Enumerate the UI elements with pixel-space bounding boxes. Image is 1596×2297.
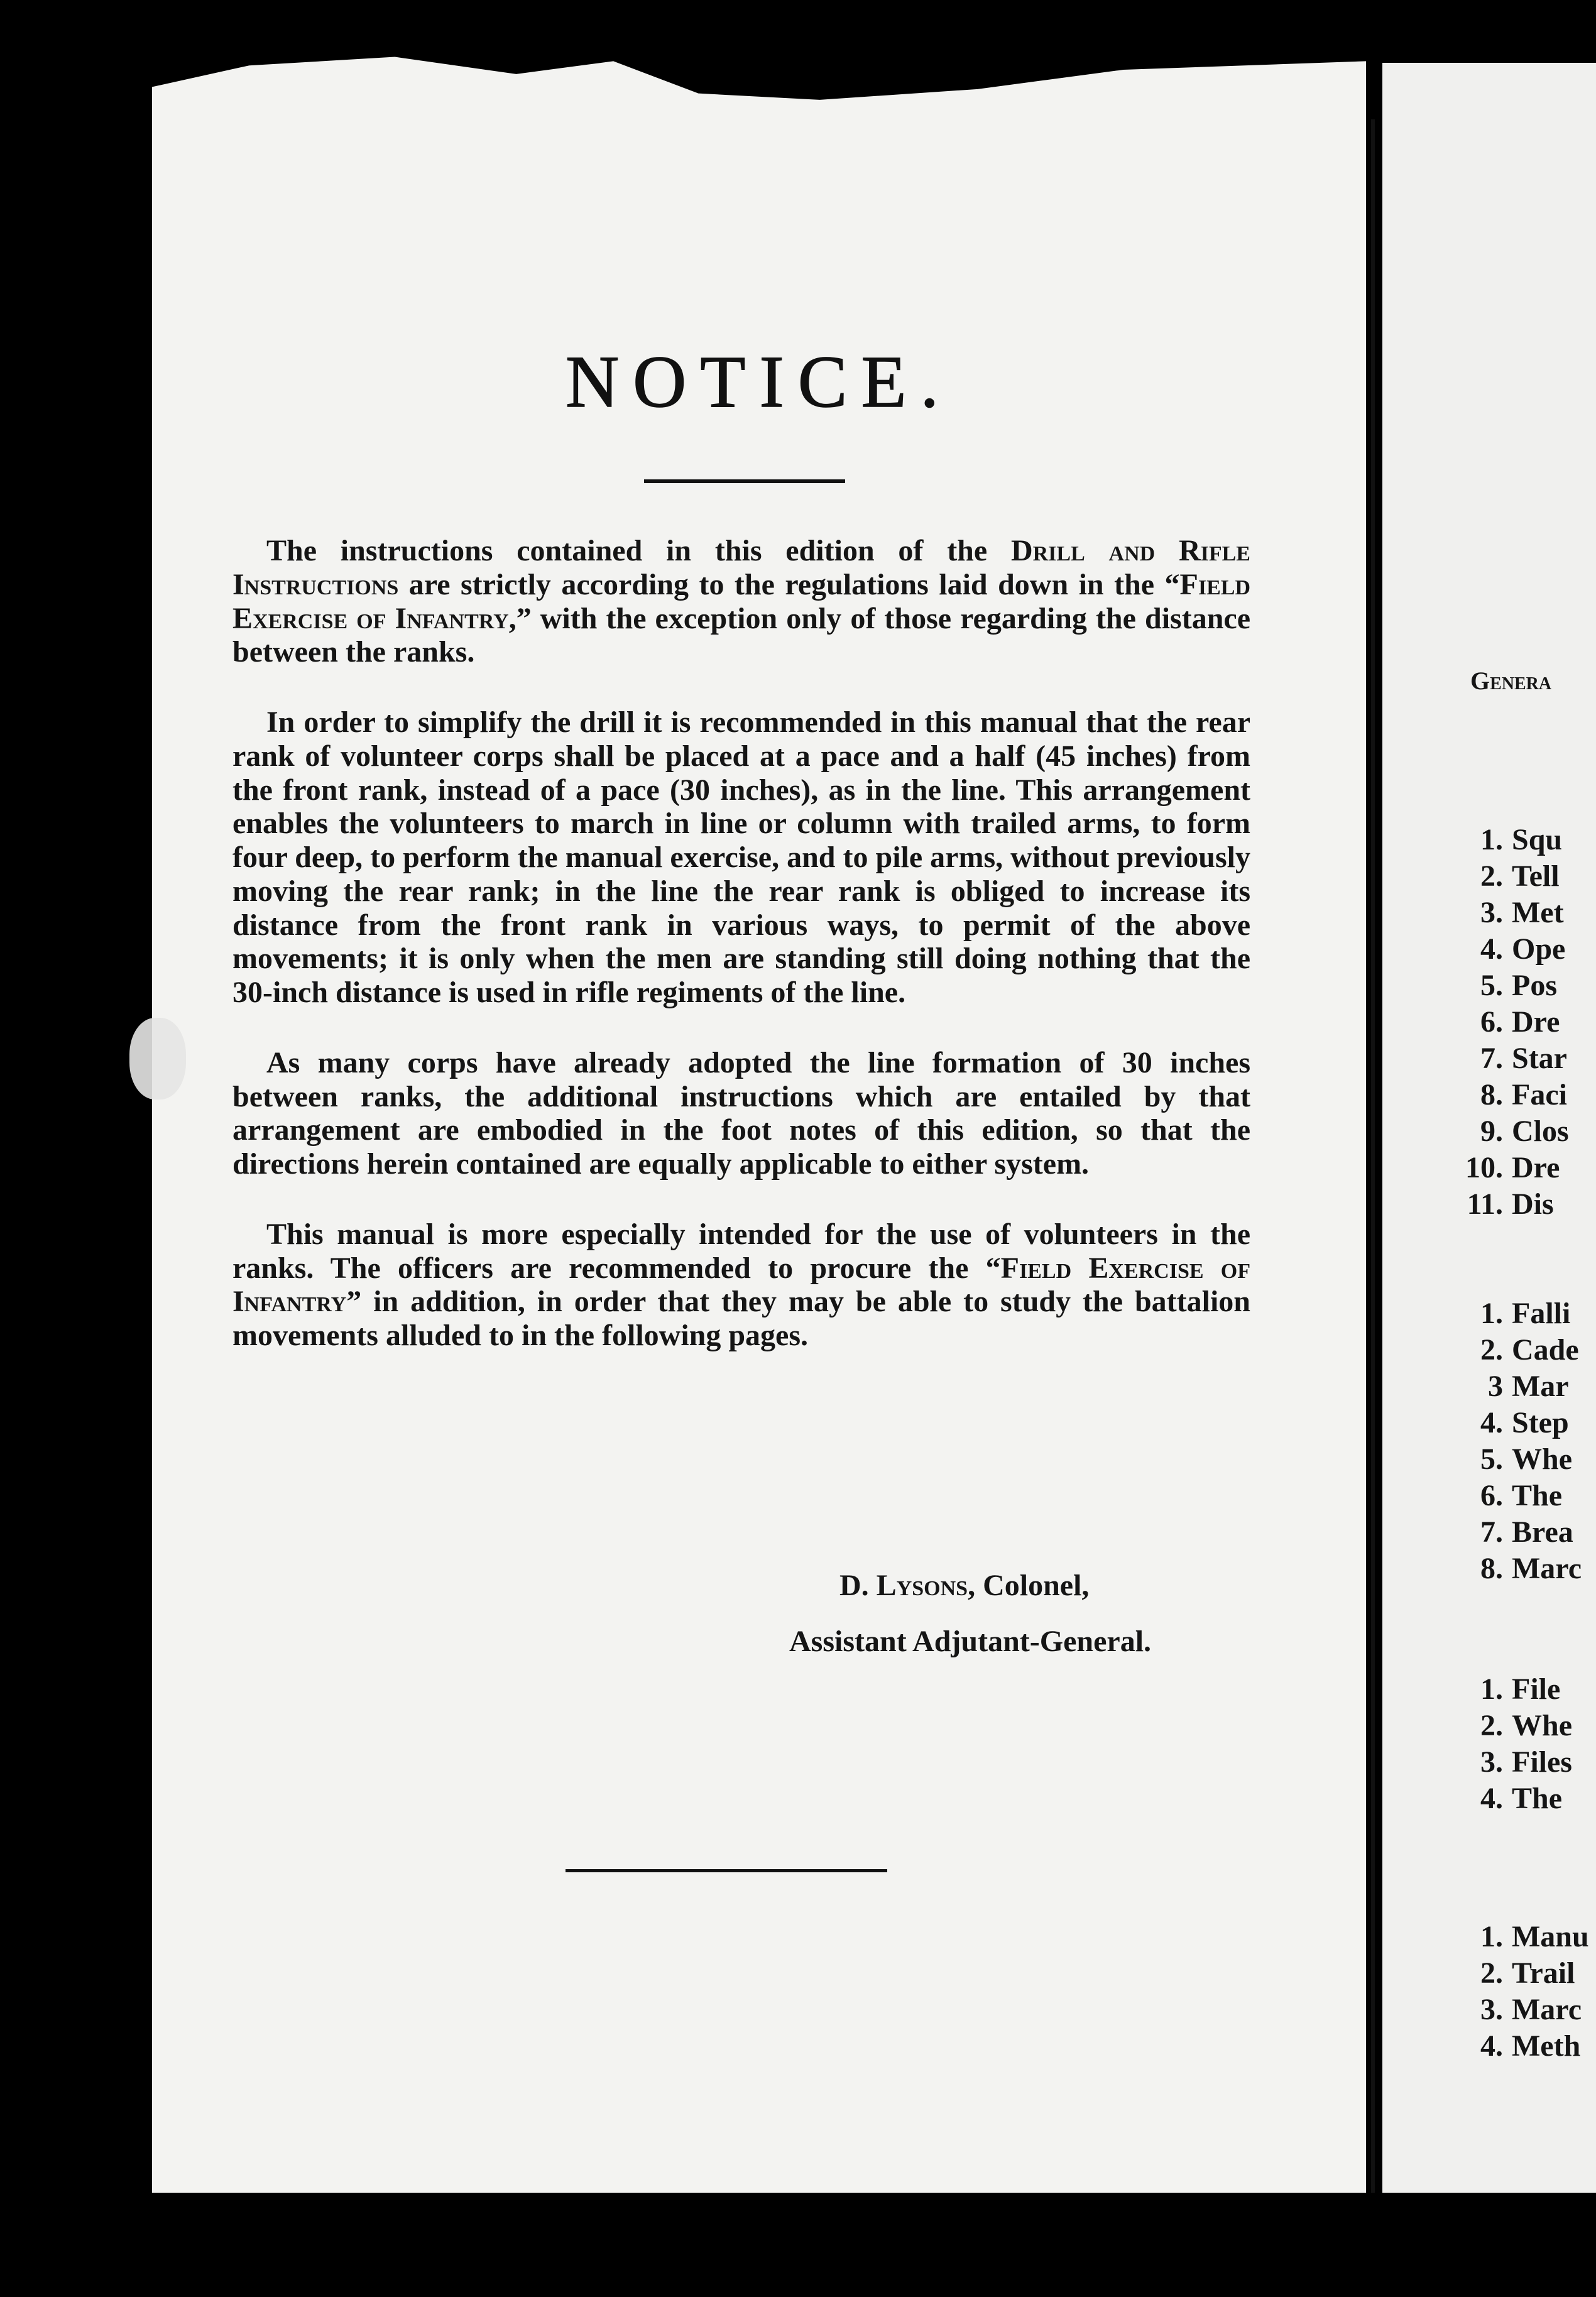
toc-entry [1458,1708,1572,1744]
toc-heading: Genera [1470,667,1552,695]
paragraph-text: Drill and Rifle Instructions [232,534,1250,601]
toc-entry-text: Trail [1512,1956,1575,1990]
paragraph-text: ” in addition, in order that they may be able to study the battalion movements alluded to in the following pages. [232,1285,1250,1352]
toc-entry [1458,858,1569,895]
toc-entry-text: Marc [1512,1993,1582,2026]
toc-entry [1458,2028,1589,2065]
paragraph-text: Field Exercise of Infantry [232,567,1250,635]
toc-entry-number: 2. [1480,1333,1503,1367]
toc-entry [1458,1955,1589,1992]
toc-entry [1458,1781,1572,1817]
toc-entry-number: 1. [1480,1672,1503,1706]
signature-position: Assistant Adjutant-General. [789,1625,1152,1658]
toc-entry-text: File [1512,1672,1561,1706]
toc-entry [1458,1004,1569,1040]
notice-body [232,534,1250,1389]
toc-entry-text: Whe [1512,1709,1572,1742]
toc-entry-number: 4. [1480,1782,1503,1815]
toc-entry [1458,1113,1569,1150]
page-gutter [1371,119,1375,2193]
toc-entry-text: Dre [1512,1151,1560,1184]
toc-entry-number: 6. [1480,1479,1503,1512]
toc-entry-number: 1. [1480,823,1503,856]
toc-entry-number: 8. [1480,1552,1503,1585]
toc-entry-number: 5. [1480,1443,1503,1476]
toc-entry [1458,1332,1582,1368]
paragraph-text: are strictly according to the regulations laid down in the “ [398,567,1180,601]
toc-entry-text: The [1512,1479,1563,1512]
toc-entry-number: 4. [1480,2029,1503,2063]
toc-entry-text: Meth [1512,2029,1581,2063]
toc-entry-text: Dis [1512,1187,1554,1221]
toc-entry [1458,1992,1589,2028]
paragraph-text: Field Exercise of Infantry [232,1251,1250,1319]
paragraph-text: This manual is more especially intended for the use of volunteers in the ranks. The officers are recommended to procure the “ [232,1217,1250,1285]
toc-entry [1458,1040,1569,1077]
toc-group-4 [1458,1919,1589,2065]
toc-entry-text: Falli [1512,1297,1571,1330]
toc-entry-text: Ope [1512,932,1566,966]
toc-entry-text: Squ [1512,823,1563,856]
paragraph-text: The instructions contained in this edition of the [266,534,1011,567]
paragraph-text: ,” with the exception only of those regarding the distance between the ranks. [232,601,1250,669]
toc-entry-text: Clos [1512,1115,1569,1148]
toc-entry [1458,1551,1582,1587]
toc-group-3 [1458,1671,1572,1817]
toc-entry [1458,1478,1582,1514]
toc-entry-text: Whe [1512,1443,1572,1476]
toc-entry [1458,895,1569,931]
signature-name: D. Lysons, Colonel, [839,1569,1090,1602]
toc-entry-text: Tell [1512,859,1560,893]
toc-entry-number: 3. [1480,1745,1503,1779]
toc-entry [1458,968,1569,1004]
toc-entry-text: Cade [1512,1333,1579,1367]
toc-entry-number: 3. [1480,896,1503,929]
notice-paragraph-3 [232,1046,1250,1181]
toc-entry-text: Step [1512,1406,1569,1439]
title-rule [644,479,845,483]
paragraph-text: As many corps have already adopted the line formation of 30 inches between ranks, the additional instructions which are entailed by that arrangement are embodied in the foot notes of this edition, so that the directions herein contained are equally applicable to either system. [232,1045,1250,1181]
toc-entry-number: 2. [1480,859,1503,893]
toc-entry-number: 6. [1480,1005,1503,1039]
bottom-rule [566,1869,887,1872]
toc-entry [1458,1368,1582,1405]
toc-entry [1458,1671,1572,1708]
toc-entry-number: 4. [1480,932,1503,966]
toc-entry-number: 11. [1467,1187,1503,1221]
toc-entry-number: 7. [1480,1042,1503,1075]
toc-entry [1458,1186,1569,1223]
toc-entry-text: Mar [1512,1370,1569,1403]
toc-entry-text: Pos [1512,969,1557,1002]
toc-entry-text: Manu [1512,1920,1589,1953]
toc-entry [1458,1150,1569,1186]
toc-entry-number: 8. [1480,1078,1503,1111]
toc-entry-number: 3. [1480,1993,1503,2026]
toc-entry [1458,931,1569,968]
toc-entry-number: 1. [1480,1297,1503,1330]
toc-entry-number: 9. [1480,1115,1503,1148]
toc-entry-number: 1. [1480,1920,1503,1953]
notice-paragraph-1 [232,534,1250,669]
toc-entry-text: Dre [1512,1005,1560,1039]
toc-entry-text: The [1512,1782,1563,1815]
toc-entry-number: 5. [1480,969,1503,1002]
toc-entry-number: 4. [1480,1406,1503,1439]
toc-entry-number: 10. [1465,1151,1503,1184]
toc-entry-number: 7. [1480,1515,1503,1549]
toc-entry-text: Files [1512,1745,1572,1779]
toc-entry [1458,1077,1569,1113]
notice-paragraph-4 [232,1218,1250,1353]
toc-group-1 [1458,822,1569,1223]
toc-entry-number: 2. [1480,1956,1503,1990]
paragraph-text: In order to simplify the drill it is recommended in this manual that the rear rank of volunteer corps shall be placed at a pace and a half (45 inches) from the front rank, instead of a pace (30 inches), as in the line. This arrangement enables the volunteers to march in line or column with trailed arms, to form four deep, to perform the manual exercise, and to pile arms, without previously moving the rear rank; in the line the rear rank is obliged to increase its distance from the front rank in various ways, to permit of the above movements; it is only when the men are standing still doing nothing that the 30-inch distance is used in rifle regiments of the line. [232,706,1250,1009]
toc-entry [1458,822,1569,858]
toc-entry [1458,1405,1582,1441]
toc-entry [1458,1296,1582,1332]
notice-title: NOTICE. [565,341,953,423]
toc-entry-text: Faci [1512,1078,1567,1111]
toc-entry [1458,1744,1572,1781]
toc-entry [1458,1919,1589,1955]
toc-entry-text: Brea [1512,1515,1573,1549]
toc-entry-text: Marc [1512,1552,1582,1585]
toc-group-2 [1458,1296,1582,1587]
toc-entry [1458,1441,1582,1478]
notice-paragraph-2 [232,706,1250,1010]
toc-entry [1458,1514,1582,1551]
toc-entry-text: Star [1512,1042,1567,1075]
toc-entry-number: 2. [1480,1709,1503,1742]
toc-entry-text: Met [1512,896,1564,929]
paper-stain [129,1018,186,1099]
toc-entry-number: 3 [1488,1370,1503,1403]
